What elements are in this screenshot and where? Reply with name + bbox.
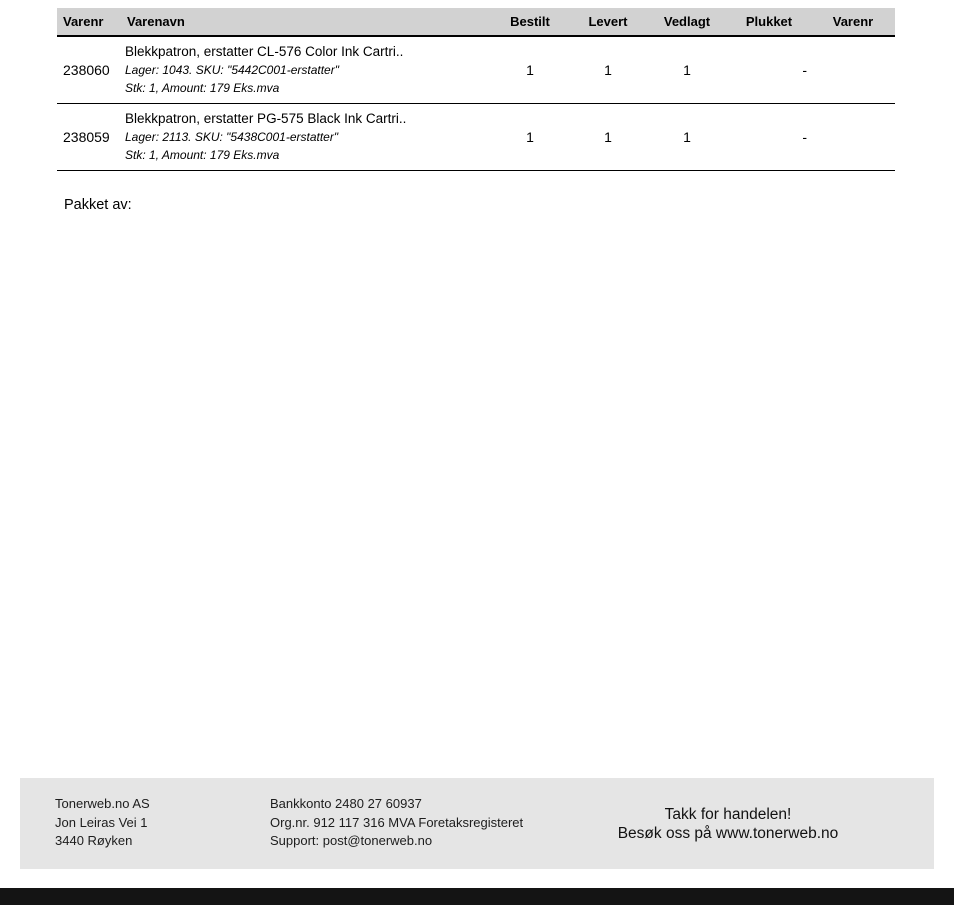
item-varenr-2 bbox=[811, 104, 895, 171]
table-row bbox=[57, 36, 895, 104]
item-number: 238059 bbox=[57, 104, 121, 171]
footer-org-block bbox=[270, 795, 562, 869]
support-email: Support: post@tonerweb.no bbox=[270, 833, 433, 848]
col-header-varenavn: Varenavn bbox=[121, 8, 491, 36]
col-header-bestilt: Bestilt bbox=[491, 8, 569, 36]
item-name: Blekkpatron, erstatter CL-576 Color Ink Cartri.. bbox=[125, 44, 404, 59]
col-header-plukket: Plukket bbox=[727, 8, 811, 36]
col-header-varenr: Varenr bbox=[57, 8, 121, 36]
item-number: 238060 bbox=[57, 36, 121, 104]
footer-company-block bbox=[55, 795, 270, 869]
item-varenr-2 bbox=[811, 36, 895, 104]
item-name-cell bbox=[121, 104, 491, 171]
bank-account: Bankkonto 2480 27 60937 bbox=[270, 796, 422, 811]
table-row bbox=[57, 104, 895, 171]
item-plukket: - bbox=[727, 104, 811, 171]
company-street: Jon Leiras Vei 1 bbox=[55, 814, 148, 830]
item-bestilt: 1 bbox=[491, 36, 569, 104]
item-name: Blekkpatron, erstatter PG-575 Black Ink Cartri.. bbox=[125, 111, 407, 126]
item-vedlagt: 1 bbox=[647, 104, 727, 171]
item-levert: 1 bbox=[569, 104, 647, 171]
col-header-varenr-2: Varenr bbox=[811, 8, 895, 36]
company-name: Tonerweb.no AS bbox=[55, 796, 150, 811]
item-bestilt: 1 bbox=[491, 104, 569, 171]
packed-by-label: Pakket av: bbox=[64, 197, 132, 213]
col-header-levert: Levert bbox=[569, 8, 647, 36]
company-city: 3440 Røyken bbox=[55, 833, 133, 848]
item-stock-sku: Lager: 1043. SKU: "5442C001-erstatter" bbox=[125, 63, 339, 77]
item-qty-amount: Stk: 1, Amount: 179 Eks.mva bbox=[125, 81, 280, 95]
website-line: Besøk oss på www.tonerweb.no bbox=[617, 825, 839, 842]
item-vedlagt: 1 bbox=[647, 36, 727, 104]
col-header-vedlagt: Vedlagt bbox=[647, 8, 727, 36]
items-table bbox=[57, 8, 895, 171]
table-header-row bbox=[57, 8, 895, 36]
item-stock-sku: Lager: 2113. SKU: "5438C001-erstatter" bbox=[125, 130, 339, 144]
footer-thanks-block bbox=[562, 795, 934, 869]
org-number: Org.nr. 912 117 316 MVA Foretaksregisteret bbox=[270, 814, 524, 830]
item-name-cell bbox=[121, 36, 491, 104]
item-levert: 1 bbox=[569, 36, 647, 104]
item-plukket: - bbox=[727, 36, 811, 104]
thanks-line: Takk for handelen! bbox=[664, 806, 792, 823]
footer bbox=[20, 778, 934, 869]
item-qty-amount: Stk: 1, Amount: 179 Eks.mva bbox=[125, 148, 280, 162]
